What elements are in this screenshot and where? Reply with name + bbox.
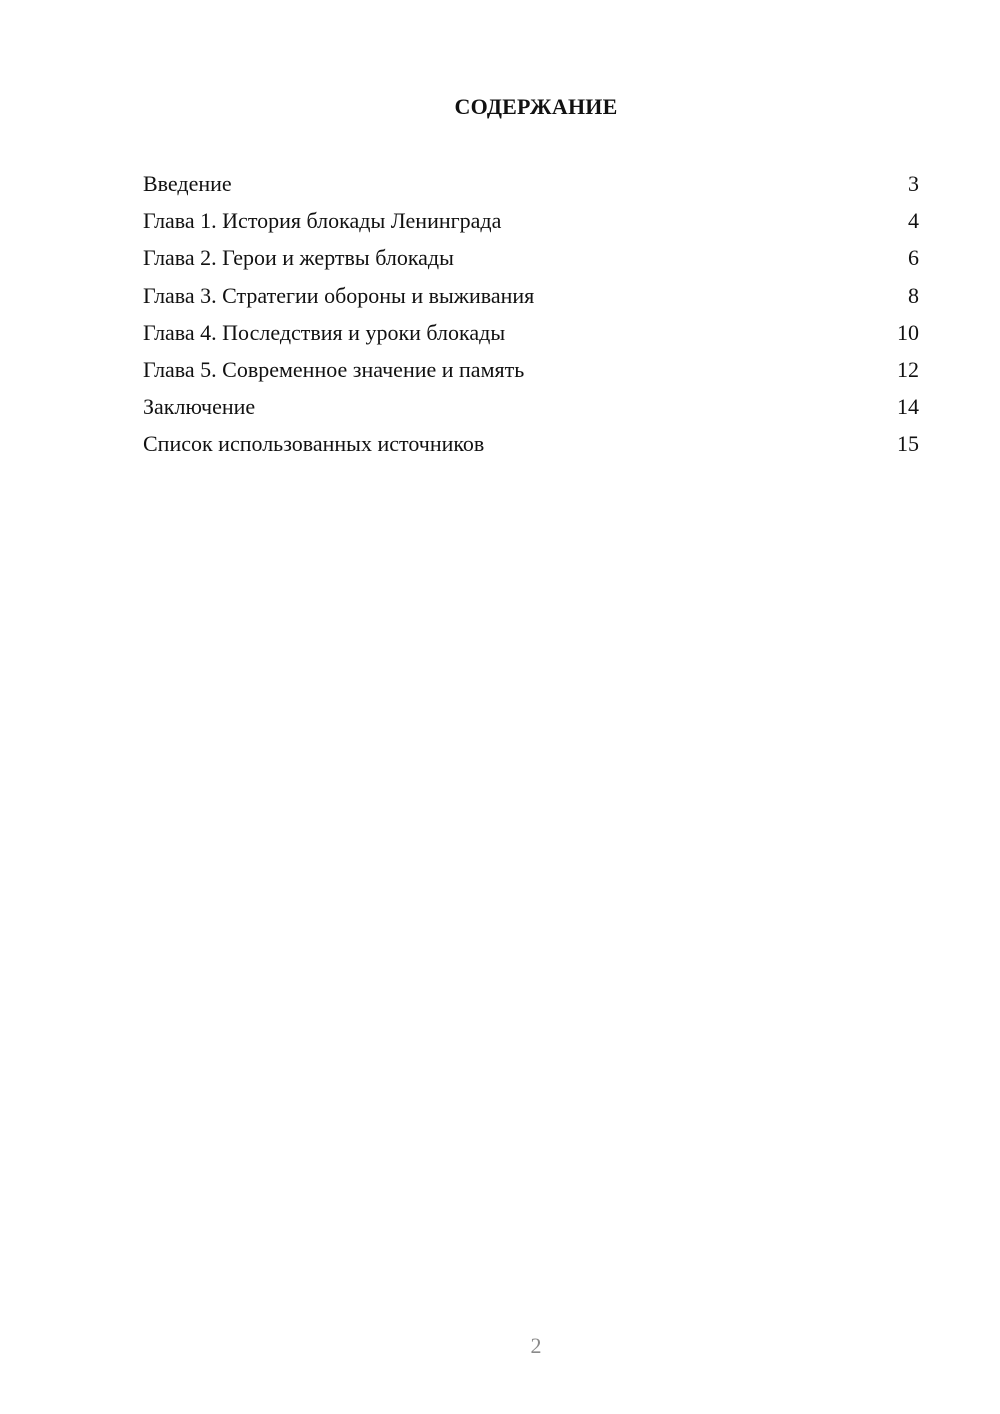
toc-entry-chapter-5[interactable]: [143, 354, 919, 391]
page-title: СОДЕРЖАНИЕ: [454, 94, 618, 119]
toc-entry-label: Глава 3. Стратегии обороны и выживания: [143, 282, 535, 308]
toc-entry-page: 12: [897, 356, 919, 382]
toc-entry-page: 10: [897, 319, 919, 345]
toc-entry-conclusion[interactable]: [143, 391, 919, 428]
toc-entry-label: Глава 5. Современное значение и память: [143, 356, 525, 382]
toc-entry-label: Заключение: [143, 394, 256, 420]
toc-entry-page: 3: [908, 171, 919, 196]
toc-entry-chapter-3[interactable]: [143, 280, 919, 317]
toc-entry-label: Глава 2. Герои и жертвы блокады: [143, 245, 454, 271]
toc-entry-introduction[interactable]: [143, 168, 919, 205]
toc-entry-chapter-2[interactable]: [143, 242, 919, 279]
toc-entry-page: 6: [908, 245, 919, 271]
toc-entry-page: 15: [897, 431, 919, 457]
toc-entry-chapter-4[interactable]: [143, 317, 919, 354]
toc-entry-label: Введение: [143, 171, 232, 196]
toc-entry-label: Глава 1. История блокады Ленинграда: [143, 208, 502, 234]
toc-entry-page: 4: [908, 208, 919, 234]
table-of-contents: [143, 168, 919, 466]
toc-entry-label: Список использованных источников: [143, 431, 485, 457]
toc-entry-chapter-1[interactable]: [143, 205, 919, 242]
toc-entry-page: 8: [908, 282, 919, 308]
toc-entry-references[interactable]: [143, 428, 919, 465]
toc-entry-label: Глава 4. Последствия и уроки блокады: [143, 319, 506, 345]
toc-entry-page: 14: [897, 394, 919, 420]
page-number: 2: [530, 1333, 542, 1358]
